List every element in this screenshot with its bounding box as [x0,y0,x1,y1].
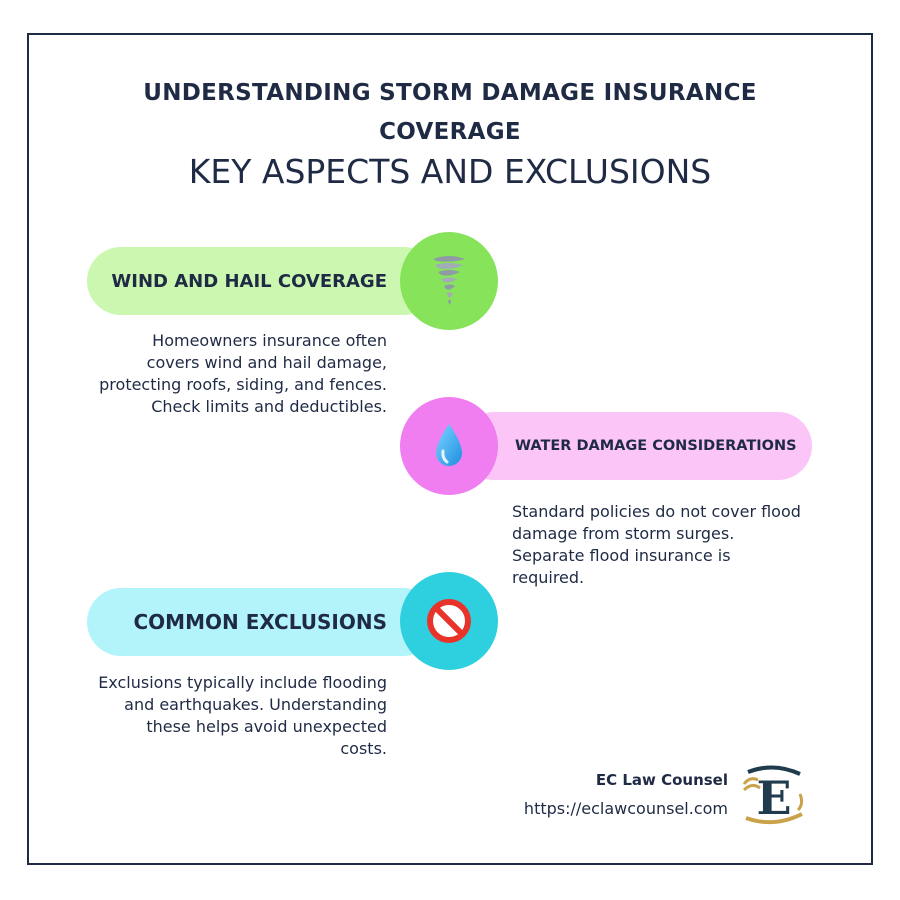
wind-hail-circle [400,232,498,330]
exclusions-circle [400,572,498,670]
brand-name: EC Law Counsel [595,771,728,789]
water-damage-circle [400,397,498,495]
water-damage-description: Standard policies do not cover flood damage from storm surges. Separate flood insurance is required. [512,502,801,587]
wind-hail-heading: WIND AND HAIL COVERAGE [111,270,387,292]
brand-url-link[interactable]: https://eclawcounsel.com [523,799,728,818]
water-damage-pill [460,412,812,480]
page-title: UNDERSTANDING STORM DAMAGE INSURANCE COVERAGE [143,80,757,145]
page-subtitle: KEY ASPECTS AND EXCLUSIONS [188,152,712,191]
ec-law-counsel-logo [740,764,808,826]
exclusions-pill [87,588,437,656]
water-drop-icon [432,422,466,470]
exclusions-description: Exclusions typically include flooding and earthquakes. Understanding these helps avoid unexpected costs. [98,673,387,758]
exclusions-heading: COMMON EXCLUSIONS [133,610,387,634]
tornado-icon [429,253,469,309]
svg-text:E: E [756,771,792,825]
water-damage-heading: WATER DAMAGE CONSIDERATIONS [515,438,797,454]
wind-hail-pill [87,247,437,315]
prohibited-icon [425,597,473,645]
wind-hail-description: Homeowners insurance often covers wind and hail damage, protecting roofs, siding, and fences. Check limits and deductibles. [99,331,387,416]
